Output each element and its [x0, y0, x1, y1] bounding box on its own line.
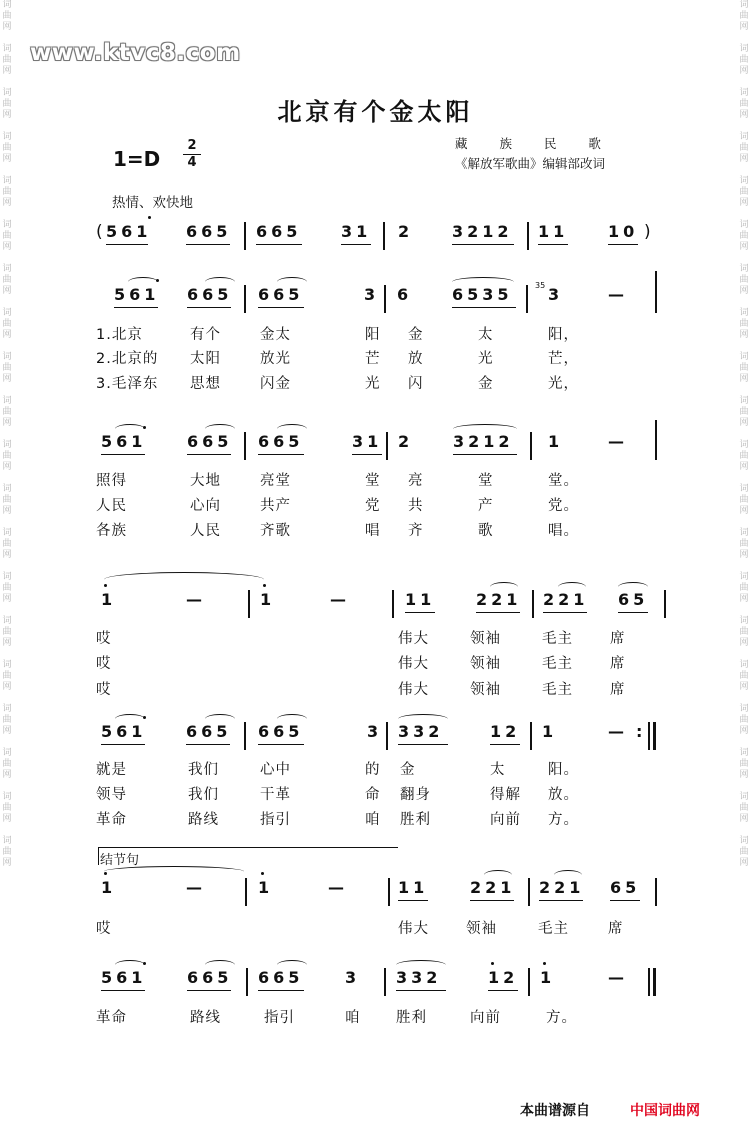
staff-3 [0, 590, 751, 624]
lyric-word: 歌 [478, 523, 494, 539]
underline [452, 244, 514, 245]
note-group: 12 [490, 722, 521, 741]
underline [490, 744, 520, 745]
note-group: 332 [396, 968, 442, 987]
bar-line [530, 722, 532, 750]
lyric-word: 毛主 [542, 631, 573, 647]
slur [205, 960, 235, 970]
lyric-word: 伟大 [398, 656, 429, 672]
lyric-word: 堂 [365, 473, 381, 489]
note-group: 31 [352, 432, 383, 451]
note-group: 10 [608, 222, 639, 241]
lyric-line-1-1 [0, 323, 751, 345]
lyric-word: 金太 [260, 327, 291, 343]
lyric-line-5 [0, 917, 751, 939]
lyric-word: 放。 [548, 787, 579, 803]
underline [488, 990, 518, 991]
note-group: 221 [539, 878, 585, 897]
meter-bottom: 4 [183, 154, 201, 171]
note-group: — [608, 432, 628, 451]
lyric-word: 方。 [548, 812, 579, 828]
note-group: — [608, 722, 628, 741]
bar-line [664, 590, 666, 618]
note-group: — [330, 590, 350, 609]
bar-line [527, 222, 529, 250]
note-group: 561 [114, 285, 160, 304]
bar-line [244, 722, 246, 750]
underline [256, 244, 302, 245]
open-paren: ( [96, 222, 103, 242]
slur [398, 714, 448, 724]
note-group: 665 [186, 222, 232, 241]
underline [258, 307, 304, 308]
bar-line [245, 878, 247, 906]
underline [476, 612, 520, 613]
staff-5 [0, 878, 751, 912]
lyric-word: 就是 [96, 762, 127, 778]
note-group: 665 [258, 432, 304, 451]
note-group: 561 [101, 432, 147, 451]
slur [205, 424, 235, 434]
slur [452, 277, 514, 287]
note-group: 3212 [453, 432, 514, 451]
bar-line [532, 590, 534, 618]
underline [187, 307, 231, 308]
lyric-word: 照得 [96, 473, 127, 489]
note-group: 665 [258, 285, 304, 304]
note-group: 561 [106, 222, 152, 241]
high-octave-dot [143, 962, 146, 965]
slur [554, 870, 582, 880]
note-group: 665 [186, 722, 232, 741]
slur [558, 582, 586, 592]
lyric-word: 芒 [365, 351, 381, 367]
lyric-word: 领导 [96, 787, 127, 803]
lyric-word: 心中 [260, 762, 291, 778]
note-group: — [328, 878, 348, 897]
staff-6 [0, 968, 751, 1002]
underline [101, 454, 145, 455]
underline [101, 990, 145, 991]
lyric-word: 胜利 [396, 1010, 427, 1026]
lyric-line-1-3 [0, 372, 751, 394]
lyric-word: 2.北京的 [96, 351, 159, 367]
note-group: 12 [488, 968, 519, 987]
staff-2 [0, 432, 751, 466]
underline [398, 900, 428, 901]
note-group: 1 [540, 968, 556, 987]
lyric-word: 光 [365, 376, 381, 392]
bar-line [655, 878, 657, 906]
lyric-word: 我们 [188, 787, 219, 803]
lyric-line-4-1 [0, 758, 751, 780]
lyric-word: 唱。 [548, 523, 579, 539]
lyric-line-3-3 [0, 678, 751, 700]
note-group: 11 [538, 222, 569, 241]
slur [618, 582, 648, 592]
lyric-word: 哎 [96, 921, 112, 937]
lyric-word: 干革 [260, 787, 291, 803]
note-group: 561 [101, 968, 147, 987]
note-group: 3 [364, 285, 380, 304]
lyric-word: 闪 [408, 376, 424, 392]
bar-line [244, 432, 246, 460]
lyric-word: 阳， [548, 327, 579, 343]
note-group: 11 [398, 878, 429, 897]
underline [610, 900, 640, 901]
underline [258, 454, 304, 455]
lyric-word: 党 [365, 498, 381, 514]
note-group: 665 [258, 968, 304, 987]
close-paren: ) [644, 222, 651, 242]
note-group: 665 [187, 968, 233, 987]
song-title: 北京有个金太阳 [277, 98, 474, 126]
note-group: 11 [405, 590, 436, 609]
slur [277, 424, 307, 434]
note-group: 1 [542, 722, 558, 741]
lyric-word: 领袖 [470, 631, 501, 647]
note-group: 665 [187, 285, 233, 304]
lyric-word: 指引 [264, 1010, 295, 1026]
note-group: — [186, 878, 206, 897]
lyric-word: 领袖 [470, 682, 501, 698]
tie [104, 572, 264, 587]
underline [341, 244, 371, 245]
high-octave-dot [263, 584, 266, 587]
lyric-word: 路线 [190, 1010, 221, 1026]
lyric-word: 唱 [365, 523, 381, 539]
lyric-word: 席 [610, 656, 626, 672]
meter-top: 2 [187, 138, 197, 153]
bar-line [528, 968, 530, 996]
lyric-word: 齐 [408, 523, 424, 539]
lyric-line-6 [0, 1006, 751, 1028]
credit-lyrics: 《解放军歌曲》编辑部改词 [455, 156, 606, 171]
lyric-word: 向前 [490, 812, 521, 828]
credit-origin: 藏 族 民 歌 [455, 136, 615, 151]
lyric-word: 毛主 [542, 656, 573, 672]
repeat-sign: : [636, 722, 643, 741]
lyric-word: 我们 [188, 762, 219, 778]
note-group: 2 [398, 222, 414, 241]
lyric-word: 胜利 [400, 812, 431, 828]
lyric-line-4-2 [0, 783, 751, 805]
underline [106, 244, 148, 245]
coda-bracket-line [98, 847, 398, 848]
note-group: 221 [543, 590, 589, 609]
bar-line [528, 878, 530, 906]
lyric-word: 哎 [96, 682, 112, 698]
slur [128, 277, 158, 287]
footer-source-label: 本曲谱源自 [520, 1103, 590, 1119]
lyric-word: 共产 [260, 498, 291, 514]
lyric-word: 指引 [260, 812, 291, 828]
note-group: 65 [610, 878, 641, 897]
note-group: 665 [187, 432, 233, 451]
note-group: 6 [397, 285, 413, 304]
note-group: — [608, 968, 628, 987]
underline [538, 244, 568, 245]
lyric-word: 哎 [96, 631, 112, 647]
key-signature: 1=D [113, 147, 161, 171]
lyric-word: 阳。 [548, 762, 579, 778]
underline [398, 744, 448, 745]
lyric-word: 路线 [188, 812, 219, 828]
lyric-word: 产 [478, 498, 494, 514]
underline [187, 454, 231, 455]
note-group: 665 [256, 222, 302, 241]
lyric-word: 党。 [548, 498, 579, 514]
lyric-word: 革命 [96, 1010, 127, 1026]
underline [543, 612, 587, 613]
note-group: 221 [470, 878, 516, 897]
underline [405, 612, 435, 613]
lyric-word: 伟大 [398, 682, 429, 698]
high-octave-dot [156, 279, 159, 282]
lyric-word: 思想 [190, 376, 221, 392]
slur [490, 582, 518, 592]
lyric-word: 金 [408, 327, 424, 343]
bar-line [246, 968, 248, 996]
staff-1 [0, 281, 751, 319]
lyric-word: 光， [548, 376, 579, 392]
slur [277, 714, 307, 724]
lyric-word: 放 [408, 351, 424, 367]
staff-4 [0, 722, 751, 756]
note-group: — [608, 285, 628, 304]
note-group: 1 [101, 590, 117, 609]
lyric-line-2-3 [0, 519, 751, 541]
underline [114, 307, 158, 308]
note-group: 1 [548, 432, 564, 451]
lyric-word: 太 [490, 762, 506, 778]
underline [186, 244, 230, 245]
note-group: 65 [618, 590, 649, 609]
lyric-word: 大地 [190, 473, 221, 489]
lyric-word: 方。 [546, 1010, 577, 1026]
lyric-word: 光 [478, 351, 494, 367]
bar-line [392, 590, 394, 618]
note-group: 3 [345, 968, 361, 987]
note-group: 221 [476, 590, 522, 609]
lyric-word: 席 [610, 682, 626, 698]
lyric-word: 向前 [470, 1010, 501, 1026]
lyric-line-3-2 [0, 652, 751, 674]
note-group: — [186, 590, 206, 609]
lyric-word: 闪金 [260, 376, 291, 392]
lyric-word: 咱 [365, 812, 381, 828]
note-group: 332 [398, 722, 444, 741]
high-octave-dot [143, 716, 146, 719]
bar-line [655, 420, 657, 460]
underline [618, 612, 648, 613]
bar-line [386, 432, 388, 460]
note-group: 3 [548, 285, 564, 304]
bar-line [384, 968, 386, 996]
note-group: 3212 [452, 222, 513, 241]
bar-line [388, 878, 390, 906]
note-group: 6535 [452, 285, 513, 304]
lyric-word: 阳 [365, 327, 381, 343]
slur [115, 424, 145, 434]
lyric-word: 的 [365, 762, 381, 778]
lyric-word: 堂 [478, 473, 494, 489]
bar-line [530, 432, 532, 460]
underline [187, 990, 231, 991]
slur [396, 960, 446, 970]
bar-line [384, 285, 386, 313]
lyric-line-2-1 [0, 469, 751, 491]
note-group: 1 [101, 878, 117, 897]
bar-line [526, 285, 528, 313]
underline [396, 990, 446, 991]
side-watermark-left: 词 曲 网 词 曲 网 词 曲 网 词 曲 网 词 曲 网 词 曲 网 词 曲 网 词 曲 网 词 曲 网 词 曲 网 词 曲 网 词 曲 网 词 曲 网 词 曲 网 词 曲 网 词 曲 网 词 曲 网 词 曲 网 词 曲 网 词 曲 网 [2, 0, 12, 868]
slur [115, 960, 145, 970]
slur [453, 424, 517, 434]
side-watermark-right: 词 曲 网 词 曲 网 词 曲 网 词 曲 网 词 曲 网 词 曲 网 词 曲 网 词 曲 网 词 曲 网 词 曲 网 词 曲 网 词 曲 网 词 曲 网 词 曲 网 词 曲 网 词 曲 网 词 曲 网 词 曲 网 词 曲 网 词 曲 网 [739, 0, 749, 868]
lyric-word: 共 [408, 498, 424, 514]
lyric-word: 有个 [190, 327, 221, 343]
lyric-word: 各族 [96, 523, 127, 539]
lyric-line-2-2 [0, 494, 751, 516]
underline [258, 990, 304, 991]
note-group: 31 [341, 222, 372, 241]
note-group: 3 [367, 722, 383, 741]
high-octave-dot [104, 584, 107, 587]
lyric-word: 翻身 [400, 787, 431, 803]
tempo-marking: 热情、欢快地 [112, 195, 193, 211]
lyric-word: 领袖 [466, 921, 497, 937]
lyric-word: 人民 [96, 498, 127, 514]
underline [258, 744, 304, 745]
bar-line [386, 722, 388, 750]
final-bar [653, 968, 656, 996]
high-octave-dot [104, 872, 107, 875]
lyric-word: 齐歌 [260, 523, 291, 539]
underline [186, 744, 230, 745]
lyric-word: 得解 [490, 787, 521, 803]
lyric-word: 芒， [548, 351, 579, 367]
high-octave-dot [543, 962, 546, 965]
lyric-word: 金 [478, 376, 494, 392]
slur [277, 960, 307, 970]
lyric-word: 太 [478, 327, 494, 343]
grace-notes: 35 [535, 281, 546, 290]
slur [484, 870, 512, 880]
lyric-word: 伟大 [398, 921, 429, 937]
tie [104, 866, 244, 877]
watermark-text: www.ktvc8.com [30, 40, 241, 66]
lyric-word: 1.北京 [96, 327, 143, 343]
bar-line [248, 590, 250, 618]
lyric-word: 太阳 [190, 351, 221, 367]
bar-line [648, 968, 650, 996]
bar-line [244, 222, 246, 250]
lyric-word: 革命 [96, 812, 127, 828]
slur [277, 277, 307, 287]
note-group: 665 [258, 722, 304, 741]
bar-line [244, 285, 246, 313]
time-signature [183, 138, 201, 171]
lyric-line-4-3 [0, 808, 751, 830]
high-octave-dot [491, 962, 494, 965]
slur [115, 714, 145, 724]
underline [539, 900, 583, 901]
underline [101, 744, 145, 745]
lyric-word: 金 [400, 762, 416, 778]
lyric-word: 堂。 [548, 473, 579, 489]
footer-site-link[interactable]: 中国词曲网 [630, 1103, 700, 1119]
bar-line [383, 222, 385, 250]
lyric-word: 3.毛泽东 [96, 376, 159, 392]
lyric-word: 亮堂 [260, 473, 291, 489]
lyric-line-1-2 [0, 347, 751, 369]
slur [205, 277, 235, 287]
note-group: 1 [260, 590, 276, 609]
lyric-line-3-1 [0, 627, 751, 649]
underline [608, 244, 638, 245]
underline [453, 454, 517, 455]
high-octave-dot [261, 872, 264, 875]
note-group: 1 [258, 878, 274, 897]
lyric-word: 亮 [408, 473, 424, 489]
coda-label: 结节句 [100, 853, 140, 868]
lyric-word: 领袖 [470, 656, 501, 672]
lyric-word: 席 [608, 921, 624, 937]
repeat-bar [653, 722, 656, 750]
intro-staff [0, 222, 751, 256]
note-group: 561 [101, 722, 147, 741]
lyric-word: 人民 [190, 523, 221, 539]
coda-bracket-tick [98, 847, 99, 865]
lyric-word: 咱 [345, 1010, 361, 1026]
note-group: 2 [398, 432, 414, 451]
high-octave-dot [143, 426, 146, 429]
high-octave-dot [148, 216, 151, 219]
lyric-word: 心向 [190, 498, 221, 514]
bar-line [648, 722, 650, 750]
lyric-word: 放光 [260, 351, 291, 367]
underline [470, 900, 514, 901]
lyric-word: 毛主 [538, 921, 569, 937]
underline [352, 454, 382, 455]
lyric-word: 命 [365, 787, 381, 803]
lyric-word: 席 [610, 631, 626, 647]
lyric-word: 伟大 [398, 631, 429, 647]
lyric-word: 毛主 [542, 682, 573, 698]
slur [205, 714, 235, 724]
lyric-word: 哎 [96, 656, 112, 672]
underline [452, 307, 516, 308]
bar-line [655, 271, 657, 313]
